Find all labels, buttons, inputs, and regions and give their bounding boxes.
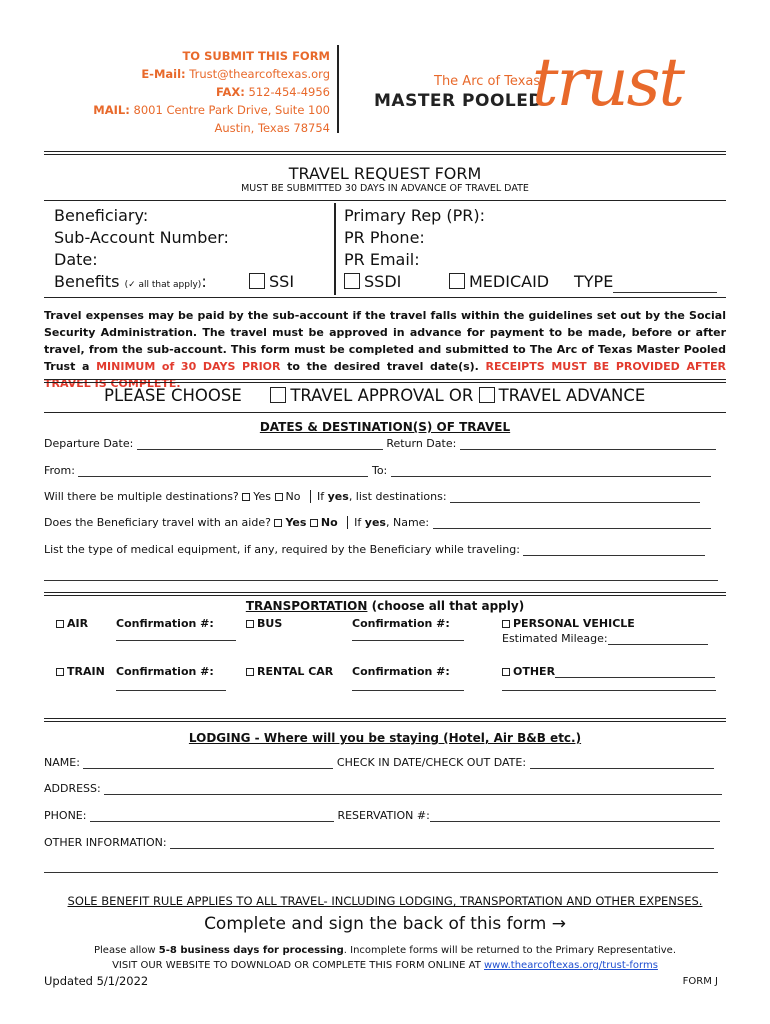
title-rule <box>44 200 726 201</box>
train-label: TRAIN <box>67 665 105 678</box>
from-label: From: <box>44 464 75 477</box>
mail-line2: Austin, Texas 78754 <box>214 121 330 135</box>
checkin-input[interactable] <box>530 756 714 769</box>
destinations-input[interactable] <box>450 490 700 503</box>
benefits-row <box>54 271 207 296</box>
address-row <box>44 782 722 795</box>
from-row <box>44 464 711 477</box>
logo-small-text: The Arc of Texas <box>434 74 541 89</box>
multiple-yes-checkbox[interactable] <box>242 493 250 501</box>
departure-row <box>44 437 716 450</box>
air-label: AIR <box>67 617 89 630</box>
other-transport-input[interactable] <box>555 667 715 678</box>
equipment-line-2[interactable] <box>44 568 718 581</box>
other-info-line-2[interactable] <box>44 860 718 873</box>
lodging-name-input[interactable] <box>83 756 333 769</box>
checkin-label: CHECK IN DATE/CHECK OUT DATE: <box>336 756 527 769</box>
bus-checkbox[interactable] <box>246 620 254 628</box>
aide-no-label: No <box>320 516 338 529</box>
choose-label: PLEASE CHOOSE <box>104 386 242 405</box>
multiple-question: Will there be multiple destinations? <box>44 490 239 503</box>
fax-value: 512-454-4956 <box>248 85 330 99</box>
travel-advance-label: TRAVEL ADVANCE <box>498 386 646 405</box>
transport-heading: TRANSPORTATION <box>245 599 368 613</box>
bus-confirmation <box>352 617 464 641</box>
info-rule <box>44 297 726 298</box>
personal-vehicle-option[interactable] <box>502 617 708 645</box>
train-checkbox[interactable] <box>56 668 64 676</box>
notice-rule <box>44 379 726 383</box>
equipment-row <box>44 543 705 556</box>
aide-no-checkbox[interactable] <box>310 519 318 527</box>
air-confirmation-label: Confirmation #: <box>116 617 214 630</box>
personal-vehicle-checkbox[interactable] <box>502 620 510 628</box>
air-confirmation-input[interactable] <box>116 630 236 641</box>
arc-trust-logo <box>372 44 702 138</box>
multiple-if: If <box>317 490 325 503</box>
info-block <box>44 203 726 295</box>
other-transport-checkbox[interactable] <box>502 668 510 676</box>
air-confirmation <box>116 617 236 641</box>
rental-confirmation-input[interactable] <box>352 678 464 691</box>
rental-car-checkbox[interactable] <box>246 668 254 676</box>
multiple-row <box>44 490 700 503</box>
multiple-no-label: No <box>285 490 301 503</box>
date-label: Date: <box>54 250 98 269</box>
multiple-no-checkbox[interactable] <box>275 493 283 501</box>
ssdi-option[interactable] <box>344 271 401 293</box>
sub-account-label: Sub-Account Number: <box>54 228 229 247</box>
travel-advance-option[interactable] <box>479 386 646 405</box>
from-input[interactable] <box>78 464 368 477</box>
form-id: FORM J <box>682 976 718 987</box>
to-input[interactable] <box>391 464 711 477</box>
train-confirmation <box>116 665 226 691</box>
dates-heading: DATES & DESTINATION(S) OF TRAVEL <box>259 420 511 434</box>
info-divider <box>334 203 336 295</box>
sole-benefit-rule: SOLE BENEFIT RULE APPLIES TO ALL TRAVEL- INCLUDING LODGING, TRANSPORTATION AND OTHER EXPENSES. <box>67 894 703 908</box>
train-confirmation-input[interactable] <box>116 678 226 691</box>
medicaid-label: MEDICAID <box>469 272 550 291</box>
return-label: Return Date: <box>386 437 457 450</box>
mail-label: MAIL: <box>93 103 130 117</box>
processing-note <box>0 945 770 956</box>
aide-name-label: , Name: <box>385 516 430 529</box>
return-input[interactable] <box>460 437 716 450</box>
benefits-colon: : <box>201 272 207 291</box>
equipment-question: List the type of medical equipment, if any, required by the Beneficiary while traveling: <box>44 543 520 556</box>
benefits-label: Benefits <box>54 272 120 291</box>
type-label: TYPE <box>574 272 614 291</box>
pr-phone-label: PR Phone: <box>344 228 425 247</box>
form-subtitle: MUST BE SUBMITTED 30 DAYS IN ADVANCE OF TRAVEL DATE <box>241 183 529 194</box>
website-note <box>0 960 770 971</box>
submit-title: TO SUBMIT THIS FORM <box>182 49 330 63</box>
multiple-yes-bold: yes <box>327 490 349 503</box>
submit-info <box>93 47 330 137</box>
other-transport-option[interactable] <box>502 665 716 691</box>
rental-confirmation-label: Confirmation #: <box>352 665 450 678</box>
bus-label: BUS <box>257 617 283 630</box>
ssi-option[interactable] <box>249 271 294 293</box>
email-label: E-Mail: <box>141 67 186 81</box>
aide-row <box>44 516 711 529</box>
aide-yes-bold: yes <box>364 516 386 529</box>
notice-text-1: Travel expenses may be paid by the sub-account if the travel falls within the guidelines set out by the Social Security Administration. The travel must be approved in advance for payment to be made, before or after travel, from the sub-account. This form must be completed and submitted to The Arc of Texas Master Pooled Trust a <box>44 309 726 373</box>
aide-question: Does the Beneficiary travel with an aide? <box>44 516 271 529</box>
bus-confirmation-input[interactable] <box>352 630 464 641</box>
notice-minimum: MINIMUM of 30 DAYS PRIOR <box>96 360 281 373</box>
transport-heading-note: (choose all that apply) <box>367 599 525 613</box>
departure-input[interactable] <box>137 437 383 450</box>
rental-car-option[interactable] <box>246 665 333 678</box>
fax-label: FAX: <box>215 85 245 99</box>
reservation-label: RESERVATION #: <box>337 809 430 822</box>
air-checkbox[interactable] <box>56 620 64 628</box>
aide-name-input[interactable] <box>433 516 711 529</box>
bus-option[interactable] <box>246 617 282 630</box>
notice-receipts: RECEIPTS MUST BE PROVIDED AFTER TRAVEL IS COMPLETE. <box>44 360 726 390</box>
notice-text-2: to the desired travel date(s). <box>280 360 486 373</box>
multiple-yes-label: Yes <box>253 490 272 503</box>
personal-vehicle-label: PERSONAL VEHICLE <box>513 617 635 630</box>
logo-big-text: MASTER POOLED <box>374 91 543 111</box>
pr-email-label: PR Email: <box>344 250 420 269</box>
other-info-label: OTHER INFORMATION: <box>44 836 167 849</box>
mileage-label: Estimated Mileage: <box>502 632 608 645</box>
rental-confirmation <box>352 665 464 691</box>
travel-approval-option[interactable] <box>270 386 473 405</box>
transport-rule <box>44 718 726 722</box>
address-label: ADDRESS: <box>44 782 101 795</box>
type-field[interactable] <box>574 271 717 293</box>
medicaid-checkbox[interactable] <box>449 273 465 289</box>
departure-label: Departure Date: <box>44 437 134 450</box>
dates-rule <box>44 592 726 596</box>
header-divider <box>337 45 339 133</box>
primary-rep-label: Primary Rep (PR): <box>344 206 486 225</box>
aide-if: If <box>354 516 362 529</box>
processing-pre: Please allow <box>94 945 159 956</box>
benefits-note: (✓ all that apply) <box>124 280 202 290</box>
type-line[interactable] <box>613 276 717 293</box>
header-rule <box>44 151 726 155</box>
medicaid-option[interactable] <box>449 271 549 293</box>
updated-date: Updated 5/1/2022 <box>44 974 149 988</box>
choose-rule <box>44 412 726 413</box>
beneficiary-label: Beneficiary: <box>54 206 149 225</box>
equipment-input[interactable] <box>523 543 705 556</box>
address-input[interactable] <box>104 782 722 795</box>
phone-input[interactable] <box>90 809 334 822</box>
processing-bold: 5-8 business days for processing <box>158 945 344 956</box>
mileage-input[interactable] <box>608 634 708 645</box>
website-text: VISIT OUR WEBSITE TO DOWNLOAD OR COMPLETE THIS FORM ONLINE AT <box>112 960 484 971</box>
other-info-row <box>44 836 714 849</box>
logo-script-text: trust <box>532 44 683 121</box>
reservation-input[interactable] <box>430 809 720 822</box>
aide-yes-label: Yes <box>285 516 307 529</box>
rental-car-label: RENTAL CAR <box>257 665 334 678</box>
other-transport-input-2[interactable] <box>502 678 716 691</box>
lodging-name-label: NAME: <box>44 756 80 769</box>
other-info-input[interactable] <box>170 836 714 849</box>
to-label: To: <box>371 464 388 477</box>
transport-heading-wrap <box>0 599 770 613</box>
processing-post: . Incomplete forms will be returned to the Primary Representative. <box>343 945 676 956</box>
ssi-label: SSI <box>269 272 295 291</box>
train-option[interactable] <box>56 665 105 678</box>
phone-label: PHONE: <box>44 809 87 822</box>
ssdi-checkbox[interactable] <box>344 273 360 289</box>
mail-line1: 8001 Centre Park Drive, Suite 100 <box>133 103 330 117</box>
other-transport-label: OTHER <box>513 665 556 678</box>
air-option[interactable] <box>56 617 88 630</box>
lodging-heading: LODGING - Where will you be staying (Hotel, Air B&B etc.) <box>188 731 582 745</box>
website-link[interactable]: www.thearcoftexas.org/trust-forms <box>483 960 658 971</box>
choose-row <box>104 386 645 405</box>
travel-approval-label: TRAVEL APPROVAL OR <box>290 386 474 405</box>
train-confirmation-label: Confirmation #: <box>116 665 214 678</box>
bus-confirmation-label: Confirmation #: <box>352 617 450 630</box>
list-dest-label: , list destinations: <box>348 490 447 503</box>
form-title: TRAVEL REQUEST FORM <box>288 164 482 183</box>
ssdi-label: SSDI <box>364 272 402 291</box>
phone-row <box>44 809 720 822</box>
travel-approval-checkbox[interactable] <box>270 387 286 403</box>
travel-advance-checkbox[interactable] <box>479 387 495 403</box>
email-value: Trust@thearcoftexas.org <box>189 67 330 81</box>
complete-sign-note: Complete and sign the back of this form → <box>204 914 566 934</box>
ssi-checkbox[interactable] <box>249 273 265 289</box>
lodging-name-row <box>44 756 714 769</box>
aide-yes-checkbox[interactable] <box>274 519 282 527</box>
